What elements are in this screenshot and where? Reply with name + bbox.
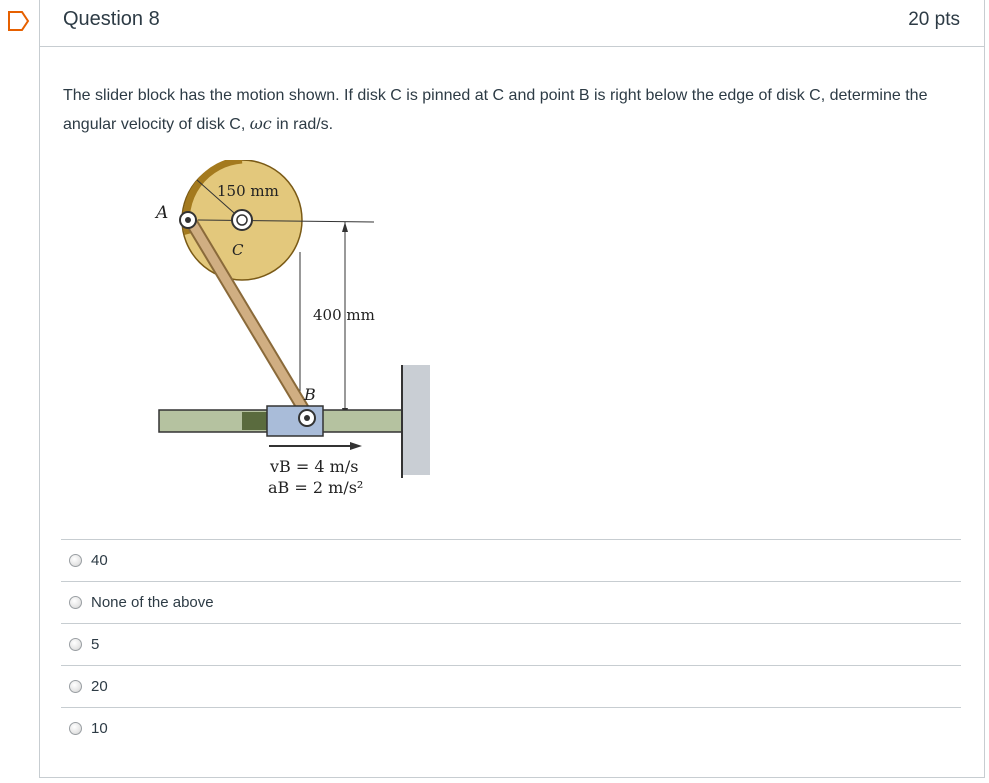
pin-a-dot bbox=[185, 217, 191, 223]
question-text-end: in rad/s. bbox=[271, 116, 334, 133]
answer-label-3[interactable]: 5 bbox=[91, 636, 100, 653]
answer-option-2[interactable] bbox=[61, 581, 961, 623]
question-title: Question 8 bbox=[63, 8, 160, 30]
answer-label-1[interactable]: 40 bbox=[91, 552, 108, 569]
label-vb: vB = 4 m/s bbox=[270, 457, 359, 476]
label-height: 400 mm bbox=[313, 306, 375, 324]
question-card bbox=[39, 0, 985, 778]
answer-option-4[interactable] bbox=[61, 665, 961, 707]
answer-radio-3[interactable] bbox=[69, 638, 82, 651]
velocity-arrowhead bbox=[350, 442, 362, 450]
omega-symbol: ωc bbox=[249, 114, 272, 133]
answer-option-3[interactable] bbox=[61, 623, 961, 665]
pin-c bbox=[232, 210, 252, 230]
answer-option-1[interactable] bbox=[61, 539, 961, 581]
answer-radio-5[interactable] bbox=[69, 722, 82, 735]
label-b: B bbox=[304, 385, 316, 404]
answer-radio-4[interactable] bbox=[69, 680, 82, 693]
question-points: 20 pts bbox=[908, 9, 960, 30]
question-text-main: The slider block has the motion shown. If disk C is pinned at C and point B is right below the edge of disk C, determine the angular velocity of disk C, bbox=[63, 87, 928, 133]
question-text bbox=[63, 82, 943, 139]
label-a: A bbox=[156, 203, 169, 223]
dimension-arrow-top bbox=[342, 222, 348, 232]
guide-shaft-shade bbox=[242, 412, 268, 430]
answer-option-5[interactable] bbox=[61, 707, 961, 749]
wall bbox=[402, 365, 430, 475]
answer-label-2[interactable]: None of the above bbox=[91, 594, 214, 611]
question-header bbox=[40, 0, 984, 47]
label-ab: aB = 2 m/s² bbox=[268, 478, 364, 497]
bookmark-flag-icon[interactable] bbox=[7, 10, 31, 32]
label-radius: 150 mm bbox=[217, 182, 279, 200]
answer-label-5[interactable]: 10 bbox=[91, 720, 108, 737]
answer-list bbox=[61, 539, 961, 749]
label-c: C bbox=[232, 241, 244, 259]
answer-label-4[interactable]: 20 bbox=[91, 678, 108, 695]
answer-radio-2[interactable] bbox=[69, 596, 82, 609]
mechanism-diagram bbox=[112, 160, 442, 505]
pin-b-dot bbox=[304, 415, 310, 421]
answer-radio-1[interactable] bbox=[69, 554, 82, 567]
